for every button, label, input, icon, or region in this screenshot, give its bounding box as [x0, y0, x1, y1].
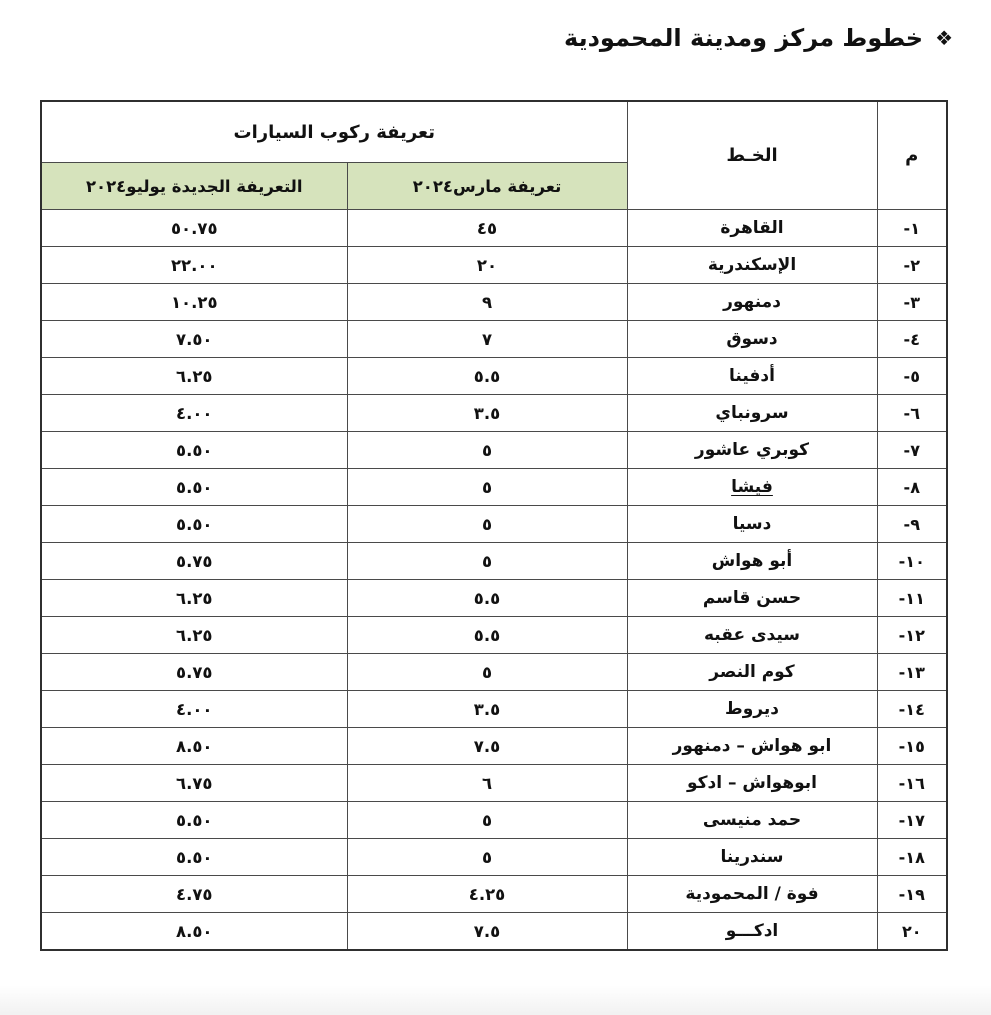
row-new-fare: ٥.٥٠ — [41, 432, 347, 469]
row-serial: ١٨- — [877, 839, 947, 876]
table-row — [41, 765, 947, 802]
row-march-fare: ٥ — [347, 839, 627, 876]
row-march-fare: ٣.٥ — [347, 395, 627, 432]
row-serial: ١٤- — [877, 691, 947, 728]
row-march-fare: ٥.٥ — [347, 617, 627, 654]
table-row — [41, 358, 947, 395]
row-line-name: دسيا — [627, 506, 877, 543]
table-row — [41, 284, 947, 321]
row-serial: ١- — [877, 210, 947, 247]
row-line-name: دمنهور — [627, 284, 877, 321]
row-line-name: كوبري عاشور — [627, 432, 877, 469]
row-line-name: ديروط — [627, 691, 877, 728]
row-march-fare: ٥ — [347, 506, 627, 543]
row-serial: ٢- — [877, 247, 947, 284]
table-row — [41, 543, 947, 580]
row-line-name: أدفينا — [627, 358, 877, 395]
row-new-fare: ٥.٥٠ — [41, 469, 347, 506]
row-march-fare: ٩ — [347, 284, 627, 321]
row-line-name: حسن قاسم — [627, 580, 877, 617]
header-fare-group: تعريفة ركوب السيارات — [41, 101, 627, 163]
row-march-fare: ٥ — [347, 654, 627, 691]
row-serial: ١١- — [877, 580, 947, 617]
row-line-name: كوم النصر — [627, 654, 877, 691]
row-march-fare: ٤.٢٥ — [347, 876, 627, 913]
header-march-fare: تعريفة مارس٢٠٢٤ — [347, 163, 627, 210]
row-new-fare: ٤.٧٥ — [41, 876, 347, 913]
row-line-name: سيدى عقبه — [627, 617, 877, 654]
table-row — [41, 913, 947, 951]
row-serial: ٩- — [877, 506, 947, 543]
row-march-fare: ٧.٥ — [347, 913, 627, 951]
table-row — [41, 876, 947, 913]
table-row — [41, 654, 947, 691]
row-march-fare: ٥.٥ — [347, 358, 627, 395]
row-march-fare: ٧.٥ — [347, 728, 627, 765]
row-march-fare: ٣.٥ — [347, 691, 627, 728]
row-serial: ١٦- — [877, 765, 947, 802]
row-serial: ٥- — [877, 358, 947, 395]
scan-shading — [0, 985, 991, 1015]
table-row — [41, 617, 947, 654]
row-line-name: فيشا — [627, 469, 877, 506]
table-row — [41, 839, 947, 876]
row-serial: ٧- — [877, 432, 947, 469]
row-march-fare: ٥ — [347, 802, 627, 839]
row-serial: ١٣- — [877, 654, 947, 691]
row-serial: ١٧- — [877, 802, 947, 839]
table-row — [41, 506, 947, 543]
table-row — [41, 247, 947, 284]
row-new-fare: ٥٠.٧٥ — [41, 210, 347, 247]
row-new-fare: ٥.٥٠ — [41, 839, 347, 876]
table-row — [41, 728, 947, 765]
row-new-fare: ٦.٧٥ — [41, 765, 347, 802]
row-serial: ١٠- — [877, 543, 947, 580]
row-serial: ٤- — [877, 321, 947, 358]
row-line-name: فوة / المحمودية — [627, 876, 877, 913]
table-row — [41, 432, 947, 469]
row-march-fare: ٦ — [347, 765, 627, 802]
table-row — [41, 469, 947, 506]
row-new-fare: ٦.٢٥ — [41, 358, 347, 395]
row-serial: ١٥- — [877, 728, 947, 765]
row-serial: ٦- — [877, 395, 947, 432]
table-row — [41, 321, 947, 358]
table-row — [41, 395, 947, 432]
header-new-fare: التعريفة الجديدة يوليو٢٠٢٤ — [41, 163, 347, 210]
header-serial: م — [877, 101, 947, 210]
row-new-fare: ١٠.٢٥ — [41, 284, 347, 321]
row-new-fare: ٥.٥٠ — [41, 802, 347, 839]
row-line-name: حمد منيسى — [627, 802, 877, 839]
row-new-fare: ٥.٥٠ — [41, 506, 347, 543]
row-serial: ١٢- — [877, 617, 947, 654]
row-new-fare: ٤.٠٠ — [41, 691, 347, 728]
fares-table — [40, 100, 948, 951]
diamond-bullet-icon: ❖ — [935, 26, 953, 50]
row-march-fare: ٥ — [347, 543, 627, 580]
row-line-name: ابو هواش – دمنهور — [627, 728, 877, 765]
row-line-name: ابوهواش – ادكو — [627, 765, 877, 802]
table-row — [41, 802, 947, 839]
row-march-fare: ٤٥ — [347, 210, 627, 247]
table-row — [41, 691, 947, 728]
row-new-fare: ٥.٧٥ — [41, 654, 347, 691]
table-row — [41, 210, 947, 247]
row-march-fare: ٥ — [347, 432, 627, 469]
row-march-fare: ٢٠ — [347, 247, 627, 284]
row-serial: ٨- — [877, 469, 947, 506]
row-serial: ٢٠ — [877, 913, 947, 951]
row-new-fare: ٢٢.٠٠ — [41, 247, 347, 284]
row-new-fare: ٥.٧٥ — [41, 543, 347, 580]
table-row — [41, 580, 947, 617]
row-line-name: الإسكندرية — [627, 247, 877, 284]
row-serial: ٣- — [877, 284, 947, 321]
page-title — [564, 24, 953, 52]
row-march-fare: ٧ — [347, 321, 627, 358]
row-new-fare: ٨.٥٠ — [41, 728, 347, 765]
row-line-name: أبو هواش — [627, 543, 877, 580]
row-march-fare: ٥ — [347, 469, 627, 506]
row-new-fare: ٦.٢٥ — [41, 580, 347, 617]
row-line-name: ادكـــو — [627, 913, 877, 951]
row-new-fare: ٧.٥٠ — [41, 321, 347, 358]
row-new-fare: ٦.٢٥ — [41, 617, 347, 654]
header-line: الخـط — [627, 101, 877, 210]
row-line-name: القاهرة — [627, 210, 877, 247]
row-march-fare: ٥.٥ — [347, 580, 627, 617]
row-line-name: سندرينا — [627, 839, 877, 876]
row-line-name: سرونباي — [627, 395, 877, 432]
page-title-text: خطوط مركز ومدينة المحمودية — [564, 24, 924, 52]
row-new-fare: ٨.٥٠ — [41, 913, 347, 951]
row-new-fare: ٤.٠٠ — [41, 395, 347, 432]
row-line-name: دسوق — [627, 321, 877, 358]
row-serial: ١٩- — [877, 876, 947, 913]
